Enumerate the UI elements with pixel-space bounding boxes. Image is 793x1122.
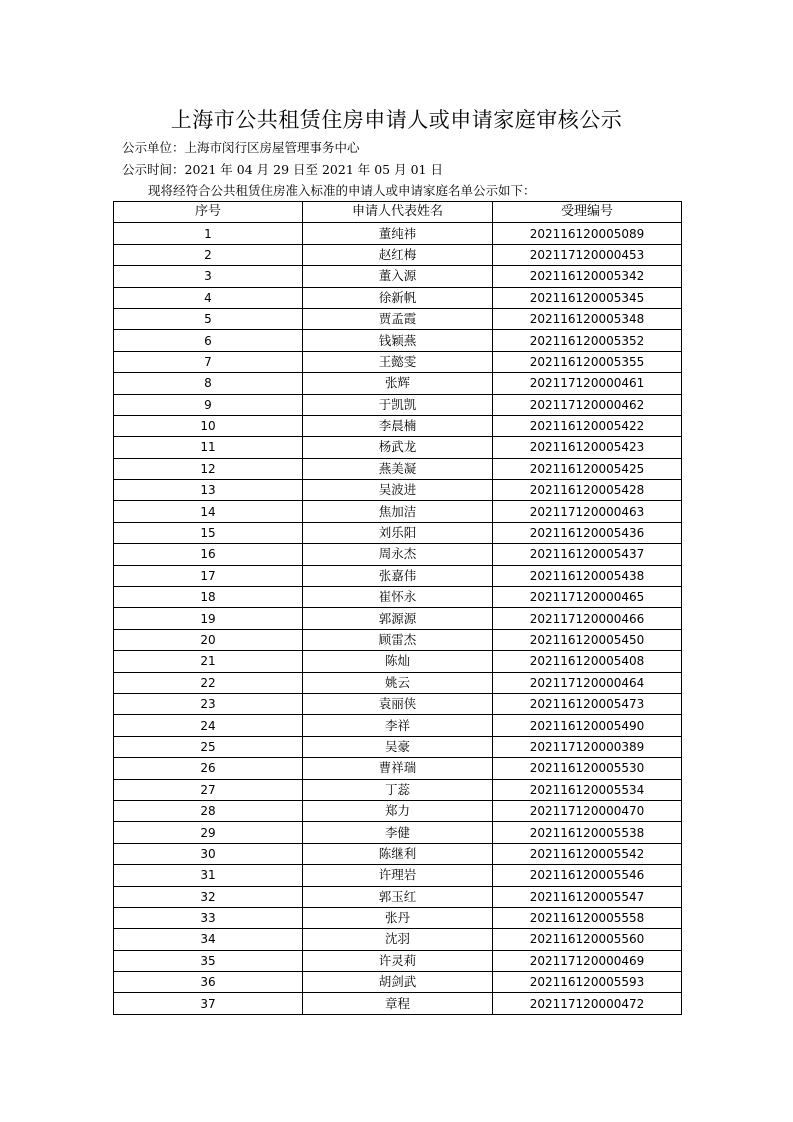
- cell-acceptance-number: 202116120005438: [493, 565, 682, 586]
- cell-applicant-name: 刘乐阳: [303, 522, 493, 543]
- table-row: [114, 266, 682, 287]
- publication-period: 公示时间：2021 年 04 月 29 日至 2021 年 05 月 01 日: [122, 162, 443, 177]
- cell-applicant-name: 许理岩: [303, 865, 493, 886]
- cell-acceptance-number: 202117120000466: [493, 608, 682, 629]
- table-row: [114, 287, 682, 308]
- cell-acceptance-number: 202116120005348: [493, 308, 682, 329]
- cell-acceptance-number: 202117120000469: [493, 950, 682, 971]
- cell-acceptance-number: 202116120005530: [493, 758, 682, 779]
- cell-serial: 8: [114, 373, 303, 394]
- cell-serial: 36: [114, 972, 303, 993]
- cell-serial: 30: [114, 843, 303, 864]
- table-row: [114, 950, 682, 971]
- cell-applicant-name: 王懿雯: [303, 351, 493, 372]
- cell-applicant-name: 徐新帆: [303, 287, 493, 308]
- cell-acceptance-number: 202117120000470: [493, 800, 682, 821]
- cell-applicant-name: 胡剑武: [303, 972, 493, 993]
- table-row: [114, 629, 682, 650]
- header-acceptance-number: 受理编号: [493, 202, 682, 223]
- cell-serial: 14: [114, 501, 303, 522]
- cell-acceptance-number: 202116120005422: [493, 415, 682, 436]
- cell-applicant-name: 钱颖燕: [303, 330, 493, 351]
- cell-acceptance-number: 202117120000472: [493, 993, 682, 1014]
- table-row: [114, 865, 682, 886]
- cell-serial: 27: [114, 779, 303, 800]
- cell-serial: 16: [114, 544, 303, 565]
- cell-applicant-name: 沈羽: [303, 929, 493, 950]
- cell-applicant-name: 张辉: [303, 373, 493, 394]
- publishing-unit: 公示单位：上海市闵行区房屋管理事务中心: [122, 140, 360, 155]
- cell-serial: 9: [114, 394, 303, 415]
- cell-applicant-name: 许灵莉: [303, 950, 493, 971]
- cell-serial: 2: [114, 244, 303, 265]
- cell-serial: 6: [114, 330, 303, 351]
- table-row: [114, 373, 682, 394]
- table-row: [114, 394, 682, 415]
- cell-serial: 11: [114, 437, 303, 458]
- table-row: [114, 886, 682, 907]
- cell-serial: 32: [114, 886, 303, 907]
- cell-applicant-name: 贾孟霞: [303, 308, 493, 329]
- page-title: 上海市公共租赁住房申请人或申请家庭审核公示: [170, 108, 623, 132]
- table-row: [114, 330, 682, 351]
- cell-serial: 33: [114, 907, 303, 928]
- cell-applicant-name: 董纯祎: [303, 223, 493, 244]
- cell-acceptance-number: 202116120005473: [493, 693, 682, 714]
- cell-acceptance-number: 202117120000465: [493, 587, 682, 608]
- cell-applicant-name: 陈灿: [303, 651, 493, 672]
- cell-serial: 13: [114, 480, 303, 501]
- cell-acceptance-number: 202116120005538: [493, 822, 682, 843]
- cell-acceptance-number: 202116120005342: [493, 266, 682, 287]
- cell-applicant-name: 崔怀永: [303, 587, 493, 608]
- table-row: [114, 672, 682, 693]
- cell-applicant-name: 吴波进: [303, 480, 493, 501]
- table-row: [114, 929, 682, 950]
- cell-acceptance-number: 202116120005345: [493, 287, 682, 308]
- table-row: [114, 437, 682, 458]
- cell-serial: 24: [114, 715, 303, 736]
- cell-applicant-name: 姚云: [303, 672, 493, 693]
- cell-acceptance-number: 202116120005558: [493, 907, 682, 928]
- cell-applicant-name: 曹祥瑞: [303, 758, 493, 779]
- cell-applicant-name: 章程: [303, 993, 493, 1014]
- table-row: [114, 972, 682, 993]
- cell-acceptance-number: 202116120005089: [493, 223, 682, 244]
- table-row: [114, 351, 682, 372]
- cell-acceptance-number: 202116120005547: [493, 886, 682, 907]
- cell-serial: 37: [114, 993, 303, 1014]
- cell-serial: 28: [114, 800, 303, 821]
- cell-serial: 18: [114, 587, 303, 608]
- table-row: [114, 715, 682, 736]
- cell-acceptance-number: 202116120005593: [493, 972, 682, 993]
- cell-serial: 17: [114, 565, 303, 586]
- cell-applicant-name: 陈继利: [303, 843, 493, 864]
- cell-serial: 21: [114, 651, 303, 672]
- table-row: [114, 800, 682, 821]
- cell-applicant-name: 董入源: [303, 266, 493, 287]
- cell-acceptance-number: 202116120005436: [493, 522, 682, 543]
- table-row: [114, 693, 682, 714]
- cell-serial: 7: [114, 351, 303, 372]
- table-row: [114, 822, 682, 843]
- table-row: [114, 843, 682, 864]
- cell-acceptance-number: 202116120005425: [493, 458, 682, 479]
- cell-acceptance-number: 202116120005408: [493, 651, 682, 672]
- table-row: [114, 907, 682, 928]
- cell-acceptance-number: 202117120000464: [493, 672, 682, 693]
- cell-applicant-name: 顾雷杰: [303, 629, 493, 650]
- cell-applicant-name: 焦加洁: [303, 501, 493, 522]
- table-row: [114, 522, 682, 543]
- cell-serial: 29: [114, 822, 303, 843]
- cell-serial: 1: [114, 223, 303, 244]
- table-row: [114, 415, 682, 436]
- cell-applicant-name: 杨武龙: [303, 437, 493, 458]
- cell-serial: 34: [114, 929, 303, 950]
- cell-applicant-name: 郭源源: [303, 608, 493, 629]
- cell-acceptance-number: 202116120005355: [493, 351, 682, 372]
- cell-serial: 3: [114, 266, 303, 287]
- cell-acceptance-number: 202116120005490: [493, 715, 682, 736]
- cell-applicant-name: 袁丽侠: [303, 693, 493, 714]
- cell-serial: 23: [114, 693, 303, 714]
- table-row: [114, 758, 682, 779]
- cell-acceptance-number: 202117120000461: [493, 373, 682, 394]
- applicant-table: [113, 201, 682, 1015]
- cell-serial: 10: [114, 415, 303, 436]
- table-row: [114, 779, 682, 800]
- cell-serial: 20: [114, 629, 303, 650]
- table-row: [114, 244, 682, 265]
- cell-applicant-name: 于凯凯: [303, 394, 493, 415]
- cell-applicant-name: 郭玉红: [303, 886, 493, 907]
- cell-applicant-name: 张丹: [303, 907, 493, 928]
- cell-acceptance-number: 202117120000462: [493, 394, 682, 415]
- cell-serial: 15: [114, 522, 303, 543]
- cell-serial: 31: [114, 865, 303, 886]
- cell-serial: 25: [114, 736, 303, 757]
- cell-acceptance-number: 202116120005560: [493, 929, 682, 950]
- table-row: [114, 651, 682, 672]
- table-header-row: [114, 202, 682, 223]
- cell-applicant-name: 吴豪: [303, 736, 493, 757]
- cell-acceptance-number: 202116120005534: [493, 779, 682, 800]
- table-row: [114, 308, 682, 329]
- cell-serial: 12: [114, 458, 303, 479]
- cell-applicant-name: 丁蕊: [303, 779, 493, 800]
- cell-serial: 22: [114, 672, 303, 693]
- cell-applicant-name: 周永杰: [303, 544, 493, 565]
- cell-acceptance-number: 202116120005546: [493, 865, 682, 886]
- header-applicant-name: 申请人代表姓名: [303, 202, 493, 223]
- intro-text: 现将经符合公共租赁住房准入标准的申请人或申请家庭名单公示如下：: [148, 183, 536, 198]
- cell-acceptance-number: 202117120000463: [493, 501, 682, 522]
- cell-serial: 5: [114, 308, 303, 329]
- cell-serial: 35: [114, 950, 303, 971]
- table-row: [114, 587, 682, 608]
- cell-serial: 26: [114, 758, 303, 779]
- header-serial: 序号: [114, 202, 303, 223]
- table-row: [114, 458, 682, 479]
- cell-acceptance-number: 202117120000453: [493, 244, 682, 265]
- table-row: [114, 993, 682, 1014]
- cell-applicant-name: 燕美凝: [303, 458, 493, 479]
- cell-acceptance-number: 202116120005352: [493, 330, 682, 351]
- cell-acceptance-number: 202117120000389: [493, 736, 682, 757]
- cell-applicant-name: 李晨楠: [303, 415, 493, 436]
- table-row: [114, 501, 682, 522]
- cell-applicant-name: 赵红梅: [303, 244, 493, 265]
- cell-acceptance-number: 202116120005428: [493, 480, 682, 501]
- cell-acceptance-number: 202116120005450: [493, 629, 682, 650]
- table-row: [114, 480, 682, 501]
- cell-acceptance-number: 202116120005423: [493, 437, 682, 458]
- table-row: [114, 608, 682, 629]
- table-row: [114, 736, 682, 757]
- cell-acceptance-number: 202116120005542: [493, 843, 682, 864]
- cell-applicant-name: 李祥: [303, 715, 493, 736]
- table-row: [114, 223, 682, 244]
- table-row: [114, 565, 682, 586]
- cell-acceptance-number: 202116120005437: [493, 544, 682, 565]
- cell-applicant-name: 张嘉伟: [303, 565, 493, 586]
- cell-serial: 4: [114, 287, 303, 308]
- cell-serial: 19: [114, 608, 303, 629]
- cell-applicant-name: 郑力: [303, 800, 493, 821]
- table-row: [114, 544, 682, 565]
- cell-applicant-name: 李健: [303, 822, 493, 843]
